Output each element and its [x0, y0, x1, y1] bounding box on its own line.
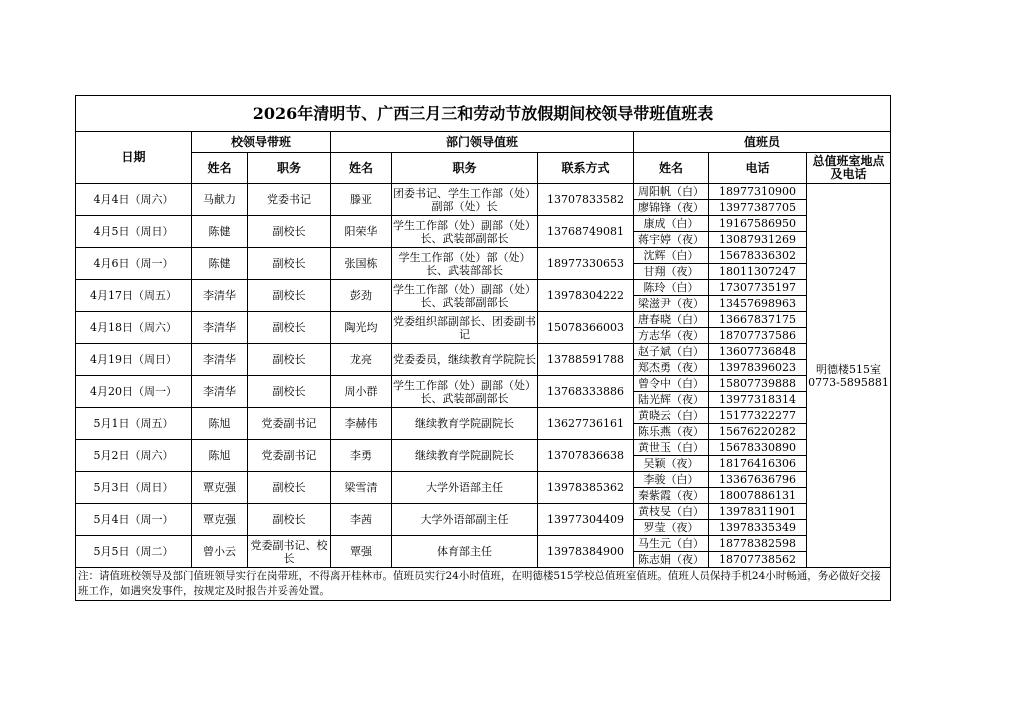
- header-dept-position: 职务: [392, 153, 538, 184]
- leader-position-cell: 党委副书记: [248, 440, 331, 472]
- dept-position-cell: 学生工作部（处）部（处）长、武装部部长: [392, 248, 538, 280]
- staff-day-phone-cell: 19167586950: [709, 216, 807, 232]
- staff-night-name-cell: 廖锦锋（夜）: [634, 200, 709, 216]
- table-row: [76, 312, 891, 328]
- header-staff-phone: 电话: [709, 153, 807, 184]
- date-cell: 5月3日（周日）: [76, 472, 192, 504]
- header-office: 总值班室地点及电话: [807, 153, 891, 184]
- dept-position-cell: 党委组织部副部长、团委副书记: [392, 312, 538, 344]
- dept-name-cell: 滕亚: [331, 184, 392, 216]
- header-staff-group: 值班员: [634, 132, 891, 153]
- staff-day-name-cell: 陈玲（白）: [634, 280, 709, 296]
- staff-night-name-cell: 甘翔（夜）: [634, 264, 709, 280]
- dept-name-cell: 覃强: [331, 536, 392, 568]
- dept-position-cell: 学生工作部（处）副部（处）长、武装部副部长: [392, 280, 538, 312]
- date-cell: 4月5日（周日）: [76, 216, 192, 248]
- dept-name-cell: 李赫伟: [331, 408, 392, 440]
- dept-name-cell: 陶光均: [331, 312, 392, 344]
- staff-night-phone-cell: 18707738562: [709, 552, 807, 568]
- staff-day-name-cell: 黄晓云（白）: [634, 408, 709, 424]
- header-leader-name: 姓名: [192, 153, 248, 184]
- roster-body: [76, 184, 891, 568]
- leader-name-cell: 李清华: [192, 344, 248, 376]
- staff-night-phone-cell: 13977387705: [709, 200, 807, 216]
- leader-position-cell: 副校长: [248, 376, 331, 408]
- dept-position-cell: 体育部主任: [392, 536, 538, 568]
- staff-night-name-cell: 吴颖（夜）: [634, 456, 709, 472]
- staff-day-phone-cell: 15678330890: [709, 440, 807, 456]
- dept-position-cell: 大学外语部副主任: [392, 504, 538, 536]
- dept-contact-cell: 15078366003: [538, 312, 634, 344]
- table-row: [76, 344, 891, 360]
- staff-night-phone-cell: 13978335349: [709, 520, 807, 536]
- date-cell: 5月2日（周六）: [76, 440, 192, 472]
- leader-position-cell: 副校长: [248, 280, 331, 312]
- staff-day-phone-cell: 13667837175: [709, 312, 807, 328]
- dept-name-cell: 彭劲: [331, 280, 392, 312]
- dept-position-cell: 学生工作部（处）副部（处）长、武装部副部长: [392, 376, 538, 408]
- staff-day-name-cell: 黄枝旻（白）: [634, 504, 709, 520]
- dept-position-cell: 党委委员，继续教育学院院长: [392, 344, 538, 376]
- table-row: [76, 504, 891, 520]
- staff-day-name-cell: 周阳帆（白）: [634, 184, 709, 200]
- leader-name-cell: 曾小云: [192, 536, 248, 568]
- staff-night-name-cell: 陈志娟（夜）: [634, 552, 709, 568]
- footnote: 注：请值班校领导及部门值班领导实行在岗带班，不得离开桂林市。值班员实行24小时值班，在明德楼515学校总值班室值班。值班人员保持手机24小时畅通，务必做好交接班工作，如遇突发事件，按规定及时报告并妥善处置。: [76, 568, 891, 601]
- staff-day-phone-cell: 15807739888: [709, 376, 807, 392]
- staff-night-phone-cell: 18707737586: [709, 328, 807, 344]
- leader-name-cell: 陈健: [192, 216, 248, 248]
- staff-day-name-cell: 李骏（白）: [634, 472, 709, 488]
- staff-night-name-cell: 梁滋尹（夜）: [634, 296, 709, 312]
- leader-name-cell: 李清华: [192, 312, 248, 344]
- staff-day-phone-cell: 15177322277: [709, 408, 807, 424]
- staff-night-phone-cell: 18176416306: [709, 456, 807, 472]
- staff-day-phone-cell: 15678336302: [709, 248, 807, 264]
- staff-night-name-cell: 郑杰勇（夜）: [634, 360, 709, 376]
- staff-night-name-cell: 秦紫霞（夜）: [634, 488, 709, 504]
- dept-name-cell: 阳荣华: [331, 216, 392, 248]
- leader-name-cell: 陈健: [192, 248, 248, 280]
- header-dept-name: 姓名: [331, 153, 392, 184]
- staff-night-phone-cell: 18007886131: [709, 488, 807, 504]
- dept-contact-cell: 13788591788: [538, 344, 634, 376]
- staff-night-name-cell: 方志华（夜）: [634, 328, 709, 344]
- staff-day-phone-cell: 13607736848: [709, 344, 807, 360]
- table-row: [76, 440, 891, 456]
- dept-position-cell: 团委书记、学生工作部（处）副部（处）长: [392, 184, 538, 216]
- dept-contact-cell: 13768749081: [538, 216, 634, 248]
- dept-contact-cell: 13707836638: [538, 440, 634, 472]
- header-date: 日期: [76, 132, 192, 184]
- leader-position-cell: 副校长: [248, 344, 331, 376]
- table-row: [76, 408, 891, 424]
- staff-day-name-cell: 马生元（白）: [634, 536, 709, 552]
- dept-name-cell: 龙亮: [331, 344, 392, 376]
- dept-position-cell: 学生工作部（处）副部（处）长、武装部副部长: [392, 216, 538, 248]
- staff-night-phone-cell: 13978396023: [709, 360, 807, 376]
- staff-day-name-cell: 黄世玉（白）: [634, 440, 709, 456]
- dept-contact-cell: 13977304409: [538, 504, 634, 536]
- leader-position-cell: 副校长: [248, 248, 331, 280]
- dept-name-cell: 张国栋: [331, 248, 392, 280]
- staff-day-phone-cell: 18977310900: [709, 184, 807, 200]
- leader-name-cell: 陈旭: [192, 440, 248, 472]
- staff-day-phone-cell: 13367636796: [709, 472, 807, 488]
- staff-day-name-cell: 赵子斌（白）: [634, 344, 709, 360]
- table-title: 2026年清明节、广西三月三和劳动节放假期间校领导带班值班表: [76, 96, 891, 132]
- staff-day-phone-cell: 18778382598: [709, 536, 807, 552]
- dept-contact-cell: 13707833582: [538, 184, 634, 216]
- staff-day-name-cell: 康成（白）: [634, 216, 709, 232]
- table-row: [76, 184, 891, 200]
- dept-name-cell: 李勇: [331, 440, 392, 472]
- staff-night-phone-cell: 13977318314: [709, 392, 807, 408]
- date-cell: 5月5日（周二）: [76, 536, 192, 568]
- dept-contact-cell: 13978304222: [538, 280, 634, 312]
- dept-position-cell: 大学外语部主任: [392, 472, 538, 504]
- dept-name-cell: 梁雪清: [331, 472, 392, 504]
- staff-day-phone-cell: 17307735197: [709, 280, 807, 296]
- staff-night-name-cell: 陆光辉（夜）: [634, 392, 709, 408]
- date-cell: 5月1日（周五）: [76, 408, 192, 440]
- leader-name-cell: 陈旭: [192, 408, 248, 440]
- staff-night-phone-cell: 13457698963: [709, 296, 807, 312]
- staff-night-name-cell: 罗莹（夜）: [634, 520, 709, 536]
- dept-contact-cell: 13978385362: [538, 472, 634, 504]
- leader-position-cell: 副校长: [248, 312, 331, 344]
- leader-name-cell: 覃克强: [192, 472, 248, 504]
- office-location: 明德楼515室: [816, 362, 881, 376]
- leader-name-cell: 李清华: [192, 280, 248, 312]
- dept-name-cell: 李茜: [331, 504, 392, 536]
- table-row: [76, 280, 891, 296]
- staff-day-name-cell: 唐春晓（白）: [634, 312, 709, 328]
- dept-contact-cell: 13768333886: [538, 376, 634, 408]
- header-staff-name: 姓名: [634, 153, 709, 184]
- leader-position-cell: 党委副书记: [248, 408, 331, 440]
- staff-night-name-cell: 陈乐燕（夜）: [634, 424, 709, 440]
- table-row: [76, 472, 891, 488]
- leader-name-cell: 马献力: [192, 184, 248, 216]
- staff-day-phone-cell: 13978311901: [709, 504, 807, 520]
- table-row: [76, 376, 891, 392]
- date-cell: 4月20日（周一）: [76, 376, 192, 408]
- leader-position-cell: 副校长: [248, 472, 331, 504]
- dept-contact-cell: 18977330653: [538, 248, 634, 280]
- leader-position-cell: 党委副书记、校长: [248, 536, 331, 568]
- staff-night-phone-cell: 15676220282: [709, 424, 807, 440]
- office-phone: 0773-5895881: [808, 375, 889, 389]
- dept-position-cell: 继续教育学院副院长: [392, 440, 538, 472]
- table-row: [76, 248, 891, 264]
- leader-position-cell: 副校长: [248, 216, 331, 248]
- staff-night-name-cell: 蒋宇婷（夜）: [634, 232, 709, 248]
- header-leader-position: 职务: [248, 153, 331, 184]
- staff-night-phone-cell: 13087931269: [709, 232, 807, 248]
- date-cell: 4月19日（周日）: [76, 344, 192, 376]
- header-school-leader-group: 校领导带班: [192, 132, 331, 153]
- duty-roster-table: [75, 95, 891, 601]
- date-cell: 4月18日（周六）: [76, 312, 192, 344]
- staff-day-name-cell: 曾令中（白）: [634, 376, 709, 392]
- date-cell: 5月4日（周一）: [76, 504, 192, 536]
- date-cell: 4月4日（周六）: [76, 184, 192, 216]
- staff-day-name-cell: 沈辉（白）: [634, 248, 709, 264]
- dept-contact-cell: 13978384900: [538, 536, 634, 568]
- leader-name-cell: 覃克强: [192, 504, 248, 536]
- dept-position-cell: 继续教育学院副院长: [392, 408, 538, 440]
- dept-contact-cell: 13627736161: [538, 408, 634, 440]
- header-dept-contact: 联系方式: [538, 153, 634, 184]
- table-row: [76, 216, 891, 232]
- staff-night-phone-cell: 18011307247: [709, 264, 807, 280]
- header-dept-leader-group: 部门领导值班: [331, 132, 634, 153]
- date-cell: 4月17日（周五）: [76, 280, 192, 312]
- date-cell: 4月6日（周一）: [76, 248, 192, 280]
- leader-position-cell: 副校长: [248, 504, 331, 536]
- table-row: [76, 536, 891, 552]
- leader-name-cell: 李清华: [192, 376, 248, 408]
- office-cell: [807, 184, 891, 568]
- dept-name-cell: 周小群: [331, 376, 392, 408]
- leader-position-cell: 党委书记: [248, 184, 331, 216]
